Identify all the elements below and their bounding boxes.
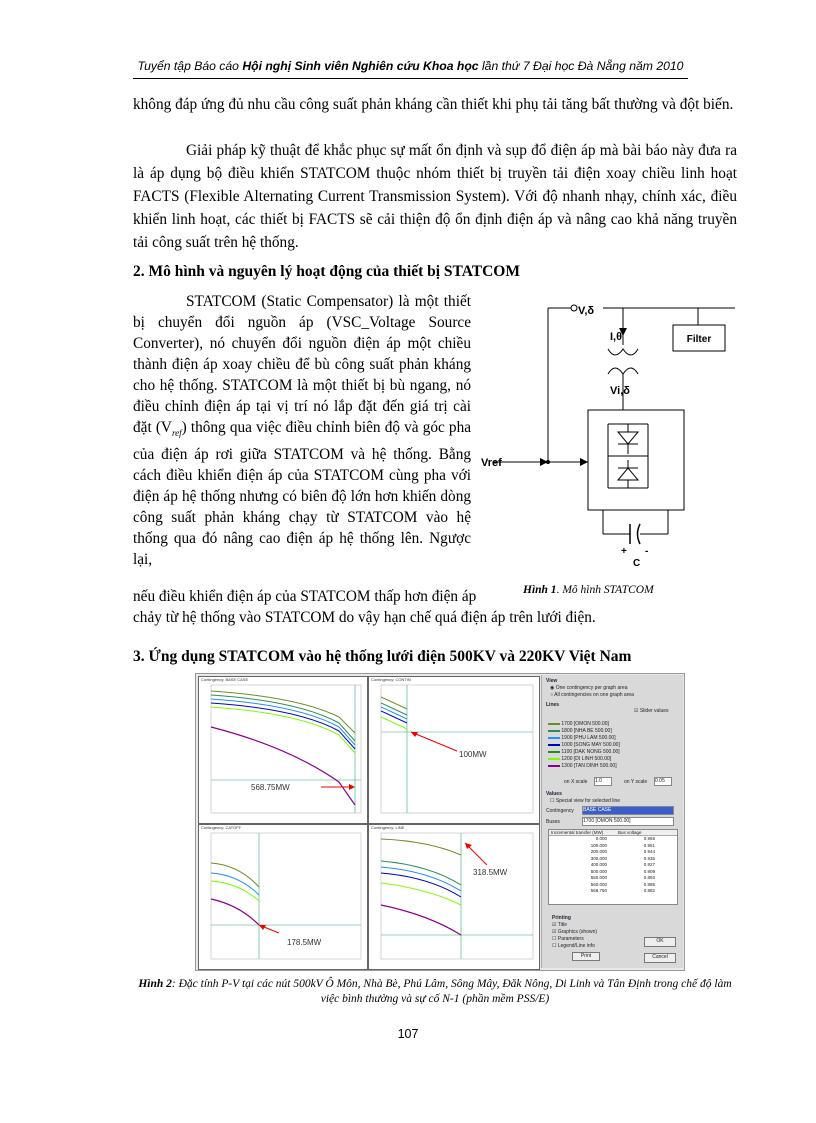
table-row: 0.000 0.955 [595,836,655,841]
section-2-column-text: STATCOM (Static Compensator) là một thiết bị chuyển đổi nguồn áp (VSC_Voltage Source Converter), nó chuyển đổi nguồn điện áp một chiều thành điện áp xoay chiều để bù công suất phản kháng cho hệ thống. STATCOM là một thiết bị bù ngang, nó điều chỉnh điện áp tại vị trí nó lắp đặt đến giá trị cài đặt $(V_{ref})$ thông qua việc điều chỉnh biên độ và góc pha của điện áp rơi giữa STATCOM và hệ thống. Bằng cách điều khiển điện áp của STATCOM cùng pha với điện áp hệ thống nhưng có biên độ lớn hơn khiến dòng công suất phản kháng chạy từ STATCOM vào hệ thống qua đó nâng cao điện áp hệ thống lên. Ngược lại, [133,293,472,569]
pv-plot-3 [199,825,367,969]
slider-values-checkbox[interactable]: ☑ Slider values [634,708,669,714]
section-2-tail-line-1: nếu điều khiển điện áp của STATCOM thấp hơn điện áp [133,588,477,605]
special-view-checkbox[interactable]: ☐ Special view for selected line [550,798,621,804]
label-vref: Vref [481,457,502,469]
table-row: 300.000 0.935 [590,855,655,861]
label-capacitor: C [633,558,641,569]
table-row: 568.750 0.882 [590,888,655,893]
legend-item: 1000 [SONG MAY 500.00] [548,742,678,749]
legend-item: 1900 [PHU LAM 500.00] [548,735,678,742]
label-minus: - [645,546,649,557]
legend-item: 1200 [DI LINH 500.00] [548,756,678,763]
table-row: 550.000 0.893 [590,875,655,880]
legend-list [548,721,678,770]
page-number: 107 [397,1027,419,1041]
annotation-4: 318.5MW [473,868,508,877]
legend-item: 1800 [NHA BE 500.00] [548,728,678,735]
buses-select[interactable]: 1700 [OMON 500.00] [582,817,674,826]
annotation-1: 568.75MW [251,783,290,792]
section-2-title: 2. Mô hình và nguyên lý hoạt động của thiết bị STATCOM [133,263,520,280]
view-option-1[interactable]: ◉ One contingency per graph area [550,685,628,691]
pv-panel-1: Contingency: BASE CASE 568.75MW [198,676,368,824]
table-row: 560.000 0.885 [590,881,655,887]
x-scale-input[interactable]: 1.0 [594,777,612,786]
pv-panel-3: Contingency: CATOFF 178.5MW [198,824,368,970]
converter-box [588,410,684,510]
print-button[interactable]: Print [572,952,600,961]
table-row: 100.000 0.951 [590,842,655,848]
annotation-2: 100MW [459,750,487,759]
bus-node [571,305,577,311]
print-option-title[interactable]: ☑ Title [552,922,568,928]
label-vi-delta: Vi,δ [610,385,630,397]
section-3-title: 3. Ứng dụng STATCOM vào hệ thống lưới điện 500KV và 220KV Việt Nam [133,648,632,665]
ok-button[interactable]: OK [644,937,676,947]
transformer-secondary [608,368,638,374]
section-2-tail-line-2: chảy từ hệ thống vào STATCOM do vậy hạn chế quá điện áp trên lưới điện. [133,609,596,626]
pv-plot-2 [369,677,539,823]
pv-control-panel: View ◉ One contingency per graph area ○ All contingencies on one graph area Lines ☑ Slider values 1700 [OMON 500.00] 1800 [NHA BE 500.00] 1900 [PHU LAM 500.00] 1000 [SONG MAY 500.00] 1100 [DAK NONG 500.00] 1200 [DI LINH 500.00] 1300 [TAN DINH 500.00] on X scale 1.0 on Y scale 0.05 Values ☐ Special view for selected line Contingency BASE CASE Buses 1700 [OMON 500.00] Incremental transfer (MW) Bus voltage 0.000 0.955 100.000 0.951 200.000 0.944 300.000 0.935 400.000 0.927 500.000 0.909 550.000 0.893 560.000 0.885 568.750 0.882 Printing ☑ Title ☑ Graphics (shown) ☐ Parameters ☐ Legend/Line info Print OK Cancel [541,675,683,968]
header-rule [133,78,688,79]
legend-item: 1300 [TAN DINH 500.00] [548,763,678,770]
figure-2-caption: Hình 2: Đặc tính P-V tại các nút 500kV Ô Môn, Nhà Bè, Phú Lâm, Sông Mây, Đăk Nông, Di Linh và Tân Định trong chế độ làm việc bình thường và sự cố N-1 (phần mềm PSS/E) [138,978,732,1005]
print-option-legend[interactable]: ☐ Legend/Line info [552,943,595,949]
legend-item: 1100 [DAK NONG 500.00] [548,749,678,756]
pv-plot-4 [369,825,539,969]
statcom-diagram [478,292,738,582]
label-v-delta: V,δ [578,305,595,317]
x-scale-label: on X scale [564,779,588,785]
transformer-primary [608,349,638,355]
paragraph-2: Giải pháp kỹ thuật để khắc phục sự mất ổn định và sụp đổ điện áp mà bài báo này đưa ra là áp dụng bộ điều khiển STATCOM thuộc nhóm thiết bị truyền tải điện xoay chiều linh hoạt FACTS (Flexible Alternating Current Transmission System). Với độ nhanh nhạy, chính xác, điều khiển linh hoạt, các thiết bị FACTS sẽ cải thiện độ ổn định điện áp và nâng cao khả năng truyền tải công suất trên hệ thống. [133,142,737,251]
label-i-theta: I,θ [610,331,623,343]
view-option-2[interactable]: ○ All contingencies on one graph area [550,692,634,698]
print-option-graphics[interactable]: ☑ Graphics (shown) [552,929,598,935]
figure-1-caption: Hình 1. Mô hình STATCOM [523,584,654,596]
legend-item: 1700 [OMON 500.00] [548,721,678,728]
filter-label: Filter [686,334,712,345]
pv-plot-1 [199,677,367,823]
pv-panel-4: Contingency: LINE 318.5MW [368,824,540,970]
table-row: 500.000 0.909 [590,868,655,874]
y-scale-input[interactable]: 0.05 [654,777,672,786]
paragraph-1: không đáp ứng đủ nhu cầu công suất phản kháng cần thiết khi phụ tải tăng bất thường và đột biến. [133,96,734,113]
contingency-select[interactable]: BASE CASE [582,806,674,815]
values-table: Incremental transfer (MW) Bus voltage 0.000 0.955 100.000 0.951 200.000 0.944 300.000 0.935 400.000 0.927 500.000 0.909 550.000 0.893 560.000 0.885 568.750 0.882 [548,829,678,905]
label-plus: + [621,546,627,557]
y-scale-label: on Y scale [624,779,648,785]
pv-curve-screenshot [195,673,685,971]
annotation-3: 178.5MW [287,938,322,947]
cancel-button[interactable]: Cancel [644,953,676,963]
running-header: Tuyển tập Báo cáo Hội nghị Sinh viên Nghiên cứu Khoa học lần thứ 7 Đại học Đà Nẵng năm 2010 [137,59,684,73]
table-row: 400.000 0.927 [590,862,655,867]
pv-panel-2: Contingency: CONTIN 100MW [368,676,540,824]
table-row: 200.000 0.944 [590,849,655,854]
print-option-parameters[interactable]: ☐ Parameters [552,936,584,942]
